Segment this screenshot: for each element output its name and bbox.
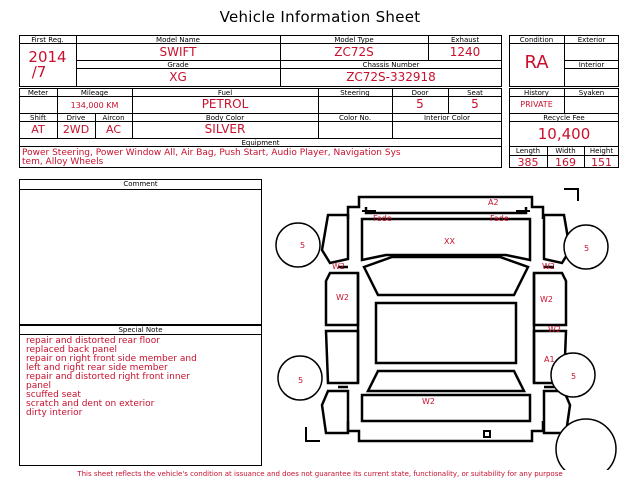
left-rear-fender <box>322 391 348 433</box>
recycle-fee-value: 10,400 <box>537 125 591 143</box>
special-note-item: replaced back panel <box>26 345 118 355</box>
mileage-label: Mileage <box>80 89 109 97</box>
comment-label: Comment <box>123 180 158 188</box>
first-reg-year: 2014 <box>28 48 67 66</box>
height-label: Height <box>589 147 614 155</box>
exhaust-label: Exhaust <box>450 36 480 44</box>
width-value: 169 <box>555 156 576 169</box>
model-type-value: ZC72S <box>334 45 374 59</box>
mark-tire-rr: 5 <box>571 372 577 381</box>
length-value: 385 <box>517 156 539 169</box>
special-note-item: repair on right front side member and <box>26 354 197 364</box>
history-value: PRIVATE <box>520 100 553 109</box>
mark-a1: A1 <box>544 355 555 364</box>
fuel-label: Fuel <box>217 89 233 97</box>
equipment-line-1: Power Steering, Power Window All, Air Bag, Push Start, Audio Player, Navigation Sys <box>22 148 401 158</box>
body-color-value: SILVER <box>204 122 246 136</box>
aircon-label: Aircon <box>102 114 125 122</box>
chassis-number-value: ZC72S-332918 <box>346 70 436 84</box>
aircon-value: AC <box>105 123 121 136</box>
special-note-label: Special Note <box>118 326 163 334</box>
footer-disclaimer: This sheet reflects the vehicle's condition at issuance and does not guarantee its current state, functionality, or suitability for any purpose <box>77 470 563 478</box>
mark-tire-fr: 5 <box>584 244 590 253</box>
mark-tire-fl: 5 <box>300 241 306 250</box>
model-name-value: SWIFT <box>159 45 197 59</box>
door-label: Door <box>411 89 429 97</box>
drive-label: Drive <box>66 114 86 122</box>
mark-w2-right-front: W2 <box>542 262 555 271</box>
windshield <box>364 257 528 295</box>
mark-w2-left-front: W2 <box>332 262 345 271</box>
trunk <box>362 395 530 421</box>
steering-label: Steering <box>340 89 370 97</box>
history-label: History <box>524 89 549 97</box>
equipment-line-2: tem, Alloy Wheels <box>22 157 104 167</box>
height-value: 151 <box>591 156 612 169</box>
exhaust-value: 1240 <box>449 45 481 59</box>
mark-w2-right-rear-door: W2 <box>548 325 561 334</box>
drive-value: 2WD <box>62 123 90 136</box>
model-type-label: Model Type <box>334 36 374 44</box>
equipment-label: Equipment <box>241 139 280 147</box>
interior-color-label: Interior Color <box>423 114 471 122</box>
comment-box <box>19 179 262 325</box>
rear-window <box>368 371 524 391</box>
exterior-label: Exterior <box>577 36 606 44</box>
special-note-item: scuffed seat <box>26 390 81 400</box>
mark-w2-right-door: W2 <box>540 295 553 304</box>
special-note-item: repair and distorted right front inner <box>26 372 190 382</box>
condition-label: Condition <box>519 36 554 44</box>
mileage-value: 134,000 KM <box>70 101 119 110</box>
mark-w2-rear: W2 <box>422 397 435 406</box>
mark-tire-rl: 5 <box>298 376 304 385</box>
special-note-item: panel <box>26 381 51 391</box>
mark-xx: XX <box>444 237 455 246</box>
seat-label: Seat <box>467 89 483 97</box>
special-note-item: scratch and dent on exterior <box>26 399 155 409</box>
first-reg-label: First Reg. <box>31 36 64 44</box>
chassis-number-label: Chassis Number <box>362 61 420 69</box>
width-label: Width <box>555 147 576 155</box>
car-damage-diagram <box>266 185 626 470</box>
door-value: 5 <box>416 97 424 111</box>
special-note-item: left and right rear side member <box>26 363 168 373</box>
seat-value: 5 <box>471 97 479 111</box>
recycle-fee-label: Recycle Fee <box>543 114 585 122</box>
mark-a2: A2 <box>488 198 499 207</box>
special-note-item: dirty interior <box>26 408 83 418</box>
mark-w2-left-door: W2 <box>336 293 349 302</box>
sheet-title: Vehicle Information Sheet <box>219 8 421 26</box>
model-name-label: Model Name <box>156 36 200 44</box>
body-color-label: Body Color <box>205 114 245 122</box>
spare-tire <box>556 419 616 470</box>
rear-bumper <box>348 421 543 441</box>
grade-label: Grade <box>167 61 189 69</box>
special-note-item: repair and distorted rear floor <box>26 336 160 346</box>
mark-fade-left: Fade <box>373 214 392 223</box>
mark-fade-right: Fade <box>490 214 509 223</box>
first-reg-month: /7 <box>31 63 47 81</box>
shift-value: AT <box>31 123 45 136</box>
left-rear-door <box>326 331 358 383</box>
grade-value: XG <box>169 70 187 84</box>
condition-value: RA <box>524 52 549 73</box>
fuel-value: PETROL <box>201 97 249 111</box>
color-no-label: Color No. <box>338 114 372 122</box>
interior-label: Interior <box>578 61 605 69</box>
meter-label: Meter <box>27 89 49 97</box>
syaken-label: Syaken <box>578 89 605 97</box>
length-label: Length <box>515 147 541 155</box>
shift-label: Shift <box>30 114 46 122</box>
left-front-fender <box>322 215 348 263</box>
roof <box>376 303 516 363</box>
tire-front-left <box>276 223 320 267</box>
